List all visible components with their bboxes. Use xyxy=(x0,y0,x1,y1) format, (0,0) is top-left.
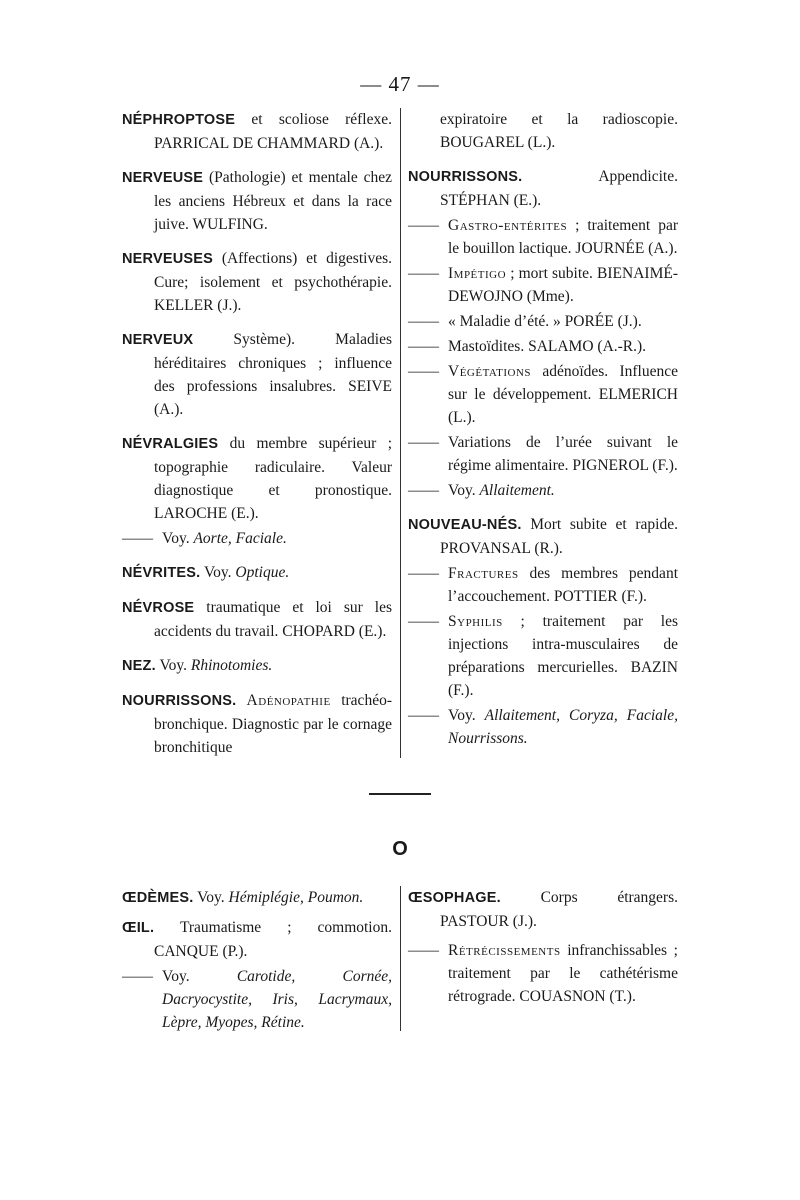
entry-headword: NOURRISSONS. xyxy=(408,169,523,185)
entry-text: Système). Maladies héréditaires chroniques ; influence des professions insalubres. SEIVE (A.). xyxy=(154,331,392,418)
entry-headword: NERVEUSES xyxy=(122,251,213,267)
sub-entry xyxy=(408,610,678,702)
cross-reference: Allaitement, Coryza, Faciale, Nourrissons. xyxy=(448,707,678,747)
entry-text: Voy. xyxy=(162,968,237,985)
entry-headword: NÉVROSE xyxy=(122,600,195,616)
sub-entry xyxy=(408,360,678,429)
entry-subject: Rétrécissements xyxy=(448,942,561,959)
entry-continuation: expiratoire et la radioscopie. BOUGAREL (L.). xyxy=(440,111,678,151)
entry-headword: ŒIL. xyxy=(122,920,155,936)
entry-text: (Affections) et digestives. Cure; isolement et psychothérapie. KELLER (J.). xyxy=(154,250,392,314)
sub-entry xyxy=(408,335,678,358)
entry-text: traumatique et loi sur les accidents du travail. CHOPARD (E.). xyxy=(154,599,392,640)
entry-headword: NÉVRITES. xyxy=(122,565,201,581)
sub-entry xyxy=(408,431,678,477)
entry-text: (Pathologie) et mentale chez les anciens Hébreux et dans la race juive. WULFING. xyxy=(154,169,392,233)
entry-text: ; traitement par les injections intra-musculaires de préparations mercurielles. BAZIN (F.). xyxy=(448,613,678,699)
sub-entry xyxy=(408,214,678,260)
dash-mark: —— xyxy=(408,265,439,282)
entry-subject: Syphilis xyxy=(448,613,503,630)
entry-text: ; mort subite. BIENAIMÉ-DEWOJNO (Mme). xyxy=(448,265,678,305)
index-entry xyxy=(122,561,392,585)
entry-text: Traumatisme ; commotion. CANQUE (P.). xyxy=(154,919,392,960)
index-entry xyxy=(122,166,392,236)
index-entry xyxy=(122,247,392,317)
index-entry xyxy=(408,513,678,560)
sub-entry xyxy=(122,527,392,550)
entry-text: Voy. xyxy=(448,707,485,724)
section-separator xyxy=(369,793,431,795)
sub-entry xyxy=(122,965,392,1034)
entry-headword: NEZ. xyxy=(122,658,156,674)
entry-text: des membres pendant l’accouchement. POTTIER (F.). xyxy=(448,565,678,605)
cross-reference: Carotide, Cornée, Dacryocystite, Iris, Lacrymaux, Lèpre, Myopes, Rétine. xyxy=(162,968,392,1031)
entry-text: infranchissables ; traitement par le cathétérisme rétrograde. COUASNON (T.). xyxy=(448,942,678,1005)
entry-headword: ŒSOPHAGE. xyxy=(408,890,501,906)
entry-subject: Végétations xyxy=(448,363,532,380)
column-divider xyxy=(400,108,401,758)
entry-subject: Fractures xyxy=(448,565,519,582)
dash-mark: —— xyxy=(408,613,439,630)
dash-mark: —— xyxy=(408,707,439,724)
index-entry xyxy=(122,328,392,421)
entry-text: Mort subite et rapide. PROVANSAL (R.). xyxy=(440,516,678,557)
dash-mark: —— xyxy=(408,565,439,582)
section-letter: O xyxy=(392,838,408,860)
index-entry xyxy=(122,596,392,643)
entry-headword: NOUVEAU-NÉS. xyxy=(408,517,522,533)
index-entry xyxy=(122,886,392,910)
entry-subject: Impétigo xyxy=(448,265,507,282)
index-entry xyxy=(122,108,392,155)
entry-headword: NOURRISSONS. xyxy=(122,693,237,709)
cross-reference: Hémiplégie, Poumon. xyxy=(228,889,364,906)
dash-mark: —— xyxy=(408,338,439,355)
entry-text: du membre supérieur ; topographie radiculaire. Valeur diagnostique et pronostique. LAROCHE (E.). xyxy=(154,435,392,522)
entry-text: Voy. xyxy=(448,482,480,499)
dash-mark: —— xyxy=(408,482,439,499)
right-column-bottom xyxy=(408,886,678,1036)
index-entry xyxy=(408,886,678,933)
index-entry xyxy=(122,432,392,525)
column-divider xyxy=(400,886,401,1031)
sub-entry xyxy=(408,939,678,1008)
entry-headword: NÉPHROPTOSE xyxy=(122,112,236,128)
index-entry xyxy=(122,916,392,963)
sub-entry xyxy=(408,262,678,308)
dash-mark: —— xyxy=(408,363,439,380)
entry-text: Voy. xyxy=(200,564,236,581)
entry-text: ; traitement par le bouillon lactique. JOURNÉE (A.). xyxy=(448,217,678,257)
entry-headword: ŒDÈMES. xyxy=(122,890,194,906)
sub-entry xyxy=(408,479,678,502)
sub-entry xyxy=(408,704,678,750)
cross-reference: Rhinotomies. xyxy=(190,657,273,674)
entry-text: trachéo-bronchique. Diagnostic par le cornage bronchitique xyxy=(154,692,392,756)
index-entry xyxy=(408,165,678,212)
dash-mark: —— xyxy=(408,942,439,959)
entry-subject: Adénopathie xyxy=(236,692,331,709)
index-entry xyxy=(122,654,392,678)
left-column-top xyxy=(122,108,392,770)
entry-text: Appendicite. STÉPHAN (E.). xyxy=(440,168,678,209)
entry-text: Corps étrangers. PASTOUR (J.). xyxy=(440,889,678,930)
dash-mark: —— xyxy=(408,313,439,330)
entry-text: Mastoïdites. SALAMO (A.-R.). xyxy=(448,338,647,355)
left-column-bottom xyxy=(122,886,392,1036)
cross-reference: Allaitement. xyxy=(479,482,555,499)
entry-text: adénoïdes. Influence sur le développement. ELMERICH (L.). xyxy=(448,363,678,426)
cross-reference: Aorte, Faciale. xyxy=(193,530,287,547)
page-number: — 47 — xyxy=(360,72,440,96)
entry-text: Voy. xyxy=(162,530,194,547)
index-columns-top xyxy=(122,108,678,770)
dash-mark: —— xyxy=(408,217,439,234)
entry-text: Voy. xyxy=(193,889,229,906)
entry-headword: NERVEUSE xyxy=(122,170,204,186)
right-column-top xyxy=(408,108,678,770)
entry-text: Voy. xyxy=(155,657,191,674)
cross-reference: Optique. xyxy=(235,564,290,581)
dash-mark: —— xyxy=(122,530,153,547)
entry-subject: Gastro-entérites xyxy=(448,217,568,234)
entry-text: « Maladie d’été. » PORÉE (J.). xyxy=(448,313,642,330)
entry-text: et scoliose réflexe. PARRICAL DE CHAMMARD (A.). xyxy=(154,111,392,152)
dash-mark: —— xyxy=(408,434,439,451)
sub-entry xyxy=(408,562,678,608)
dash-mark: —— xyxy=(122,968,153,985)
entry-text: Variations de l’urée suivant le régime alimentaire. PIGNEROL (F.). xyxy=(448,434,678,474)
entry-headword: NÉVRALGIES xyxy=(122,436,219,452)
index-entry xyxy=(122,689,392,759)
sub-entry xyxy=(408,310,678,333)
entry-headword: NERVEUX xyxy=(122,332,194,348)
index-columns-bottom xyxy=(122,886,678,1036)
